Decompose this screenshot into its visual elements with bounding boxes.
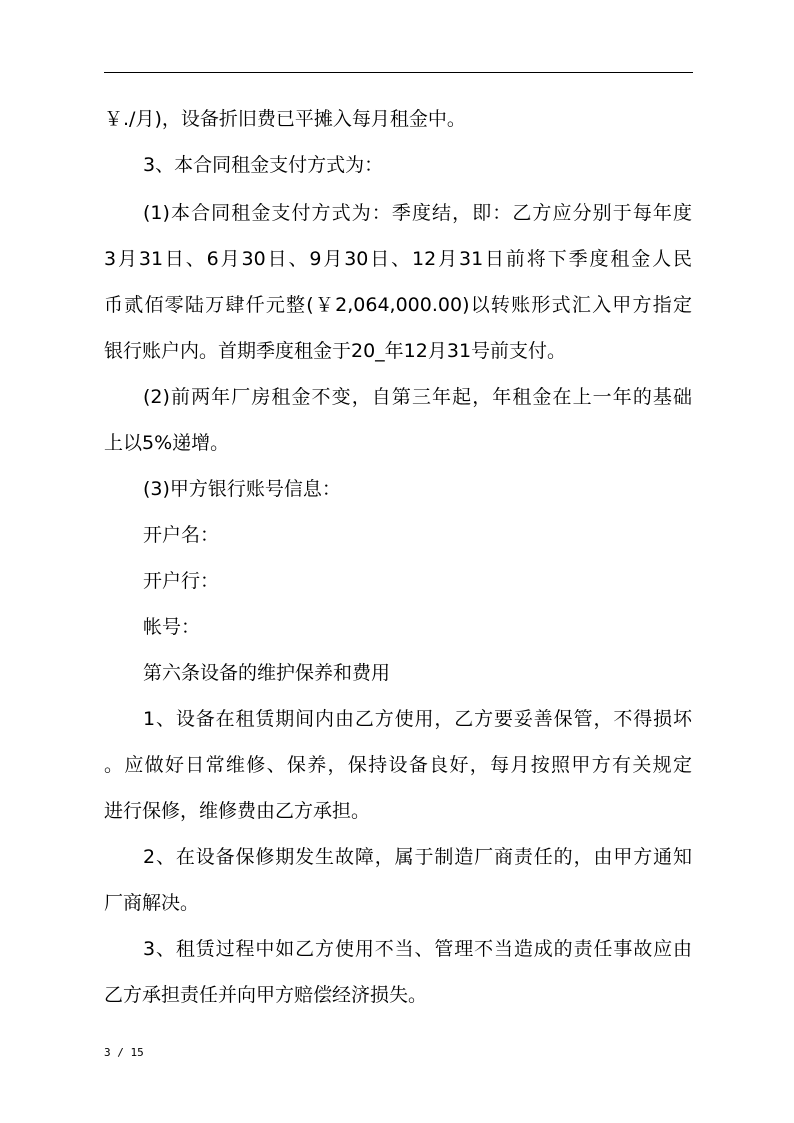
text-line: 2、在设备保修期发生故障，属于制造厂商责任的，由甲方通知	[143, 846, 692, 868]
text-line: 3、本合同租金支付方式为：	[143, 154, 384, 176]
text-line: 银行账户内。首期季度租金于20_年12月31号前支付。	[104, 340, 567, 362]
header-rule	[104, 72, 693, 73]
text-line: (2)前两年厂房租金不变，自第三年起，年租金在上一年的基础	[143, 386, 692, 408]
text-line: 进行保修，维修费由乙方承担。	[104, 800, 371, 822]
text-line: (3)甲方银行账号信息：	[143, 478, 341, 500]
text-line: 上以5%递增。	[104, 432, 230, 454]
text-line: 3、租赁过程中如乙方使用不当、管理不当造成的责任事故应由	[143, 938, 692, 960]
text-line: 。应做好日常维修、保养，保持设备良好，每月按照甲方有关规定	[104, 754, 692, 776]
text-line: 开户名：	[143, 524, 220, 546]
text-line: 开户行：	[143, 570, 220, 592]
text-line: ￥./月)，设备折旧费已平摊入每月租金中。	[104, 108, 466, 130]
text-line: 币贰佰零陆万肆仟元整(￥2,064,000.00)以转账形式汇入甲方指定	[104, 294, 692, 316]
text-line: 1、设备在租赁期间内由乙方使用，乙方要妥善保管，不得损坏	[143, 708, 692, 730]
text-line: 厂商解决。	[104, 892, 200, 914]
text-line: 3月31日、6月30日、9月30日、12月31日前将下季度租金人民	[104, 248, 692, 270]
text-line: (1)本合同租金支付方式为：季度结，即：乙方应分别于每年度	[143, 202, 692, 224]
page-number: 3 / 15	[104, 1046, 144, 1059]
text-line: 乙方承担责任并向甲方赔偿经济损失。	[104, 984, 428, 1006]
section-heading: 第六条设备的维护保养和费用	[143, 662, 391, 684]
text-line: 帐号：	[143, 616, 201, 638]
